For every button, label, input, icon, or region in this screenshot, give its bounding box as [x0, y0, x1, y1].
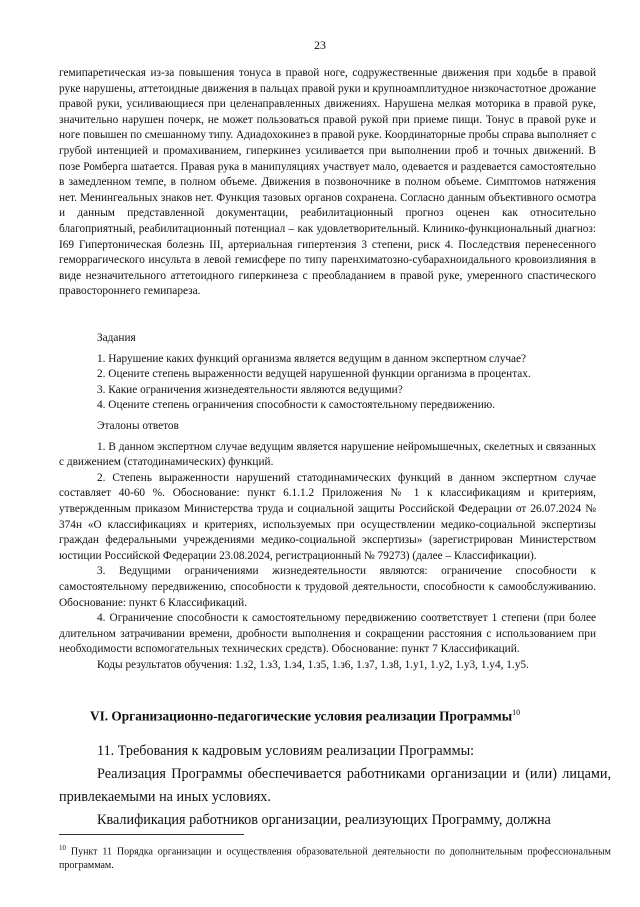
case-description — [59, 66, 596, 300]
tasks-title: Задания — [97, 332, 136, 344]
answer-item: 3. Ведущими ограничениями жизнедеятельности являются: ограничение способности к самостоятельному передвижению, способности к трудовой деятельности, способности к самообслуживанию. Обоснование: пункт 6 Классификаций. — [59, 565, 596, 609]
case-paragraph: гемипаретическая из-за повышения тонуса в правой ноге, содружественные движения при ходьбе в правой руке нарушены, аттетоидные движения в пальцах правой руки и крупноамплитудное низкочастотное дрожание правой руки, усиливающиеся при целенаправленных движениях. Нарушена мелкая моторика в правой руке, значительно нарушен почерк, не может пользоваться правой рукой при приеме пищи. Тонус в правой руке и ноге повышен по смешанному типу. Адиадохокинез в правой руке. Координаторные пробы справа выполняет с грубой интенцией и промахиванием, гиперкинез усиливается при выполнении проб и точных движений. В позе Ромберга шатается. Правая рука в манипуляциях участвует мало, одевается и раздевается самостоятельно в замедленном темпе, в полном объеме. Движения в позвоночнике в полном объеме. Симптомов натяжения нет. Менингеальных знаков нет. Функция тазовых органов сохранена. Согласно данным объективного осмотра и данным представленной документации, реабилитационный прогноз оценен как относительно благоприятный, реабилитационный потенциал – как удовлетворительный. Клинико-функциональный диагноз: I69 Гипертоническая болезнь III, артериальная гипертензия 3 степени, риск 4. Последствия перенесенного геморрагического инсульта в левой гемисфере по типу паренхиматозно-субарахноидального кровоизлияния в виде незначительного аттетоидного гиперкинеза с преобладанием в правой руке, умеренного спастического правостороннего гемипареза. — [59, 67, 596, 298]
section-heading-text: VI. Организационно-педагогические условия реализации Программы — [90, 708, 513, 724]
footnote-separator — [59, 834, 244, 835]
task-item: 2. Оцените степень выраженности ведущей нарушенной функции организма в процентах. — [97, 368, 531, 381]
answers-block — [59, 419, 596, 674]
answer-item: 1. В данном экспертном случае ведущим является нарушение нейромышечных, скелетных и связанных с движением (статодинамических) функций. — [59, 440, 596, 469]
task-item: 1. Нарушение каких функций организма является ведущим в данном экспертном случае? — [97, 352, 527, 365]
answer-item: 2. Степень выраженности нарушений статодинамических функций в данном экспертном случае составляет 40-60 %. Обоснование: пункт 6.1.1.2 Приложения № 1 к классификациям и критериям, утвержденным приказом Министерства труда и социальной защиты Российской Федерации от 26.07.2024 № 374н «О классификациях и критериях, используемых при осуществлении медико-социальной экспертизы граждан федеральными учреждениями медико-социальной экспертизы» (зарегистрирован Министерством юстиции Российской Федерации 23.08.2024, регистрационный № 79273) (далее – Классификации). — [59, 471, 596, 562]
section-body — [59, 740, 611, 832]
page-number: 23 — [314, 38, 326, 52]
body-paragraph: Реализация Программы обеспечивается работниками организации и (или) лицами, привлекаемыми на иных условиях. — [59, 766, 611, 805]
body-paragraph: Квалификация работников организации, реализующих Программу, должна — [97, 812, 551, 828]
learning-codes: Коды результатов обучения: 1.з2, 1.з3, 1.з4, 1.з5, 1.з6, 1.з7, 1.з8, 1.у1, 1.у2, 1.у3, 1.у4, 1.у5. — [97, 658, 529, 671]
answers-title: Эталоны ответов — [97, 420, 179, 432]
footnote — [59, 841, 611, 873]
footnote-ref: 10 — [512, 708, 521, 717]
tasks-block — [59, 331, 596, 414]
footnote-number: 10 — [59, 844, 66, 852]
footnote-text: Пункт 11 Порядка организации и осуществления образовательной деятельности по дополнительным профессиональным программам. — [59, 846, 611, 872]
task-item: 3. Какие ограничения жизнедеятельности являются ведущими? — [97, 383, 403, 396]
body-paragraph: 11. Требования к кадровым условиям реализации Программы: — [97, 743, 475, 759]
task-item: 4. Оцените степень ограничения способности к самостоятельному передвижению. — [97, 399, 496, 412]
answer-item: 4. Ограничение способности к самостоятельному передвижению соответствует 1 степени (при более длительном затрачивании времени, дробности выполнения и сокращении расстояния с использованием при необходимости вспомогательных технических средств). Обоснование: пункт 7 Классификаций. — [59, 612, 596, 656]
section-heading — [90, 708, 520, 724]
